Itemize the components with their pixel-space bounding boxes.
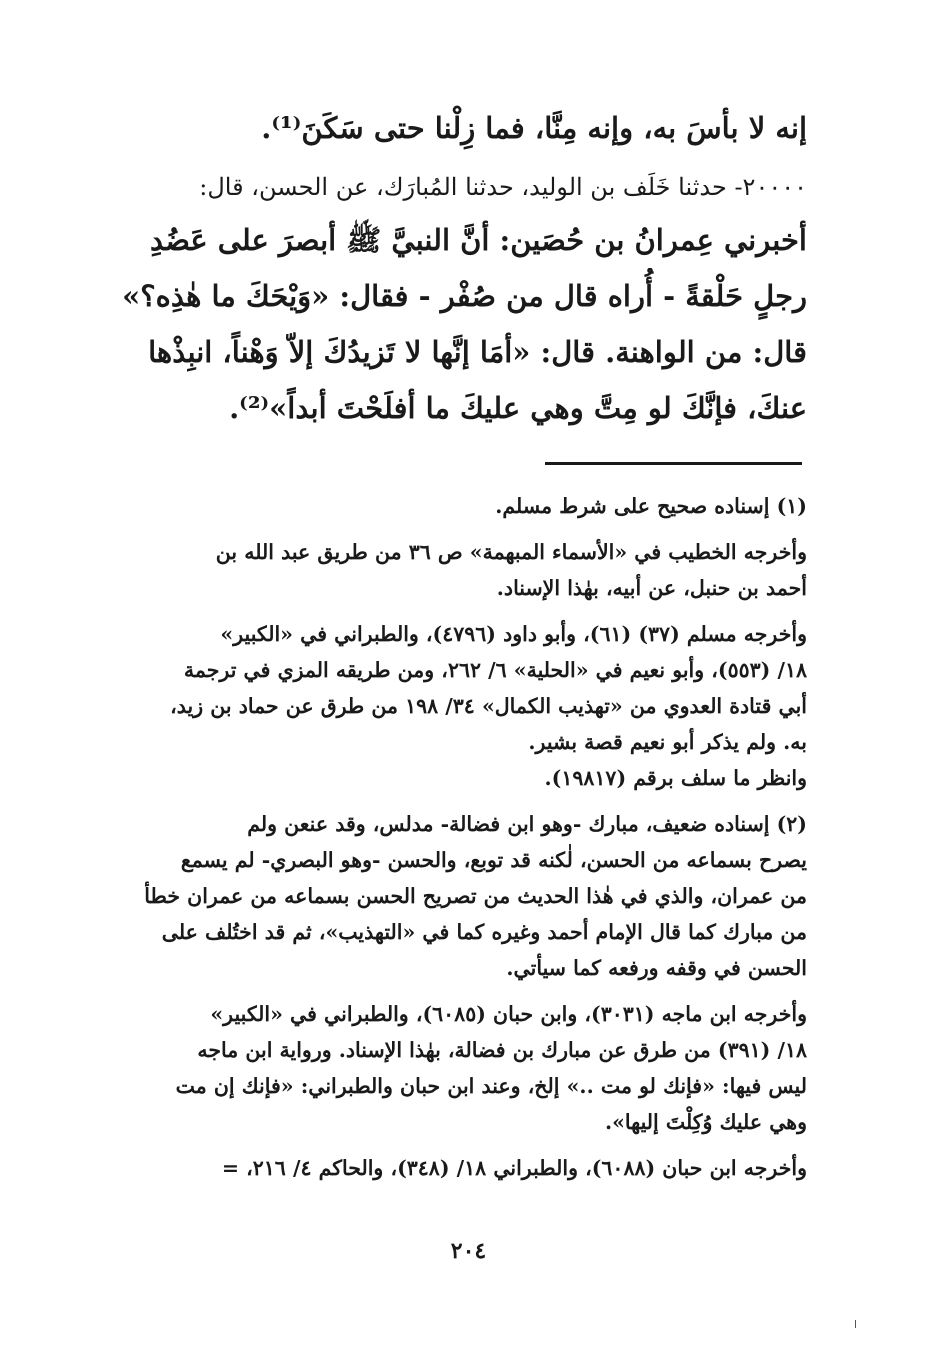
footnotes: [100, 488, 807, 1186]
footnote-line: وانظر ما سلف برقم (١٩٨١٧).: [544, 766, 807, 790]
footnote-line: يصرح بسماعه من الحسن، لٰكنه قد توبع، والحسن -وهو البصري- لم يسمع: [180, 848, 807, 872]
main-text-line: عنكَ، فإنَّكَ لو مِتَّ وهي عليكَ ما أفلَحْتَ أبداً»⁽²⁾.: [229, 391, 807, 425]
footnote-line: من عمران، والذي في هٰذا الحديث من تصريح الحسن بسماعه من عمران خطأ: [144, 884, 807, 908]
paragraph-gap: [100, 606, 807, 616]
footnote-line: ١٨/ (٣٩١) من طرق عن مبارك بن فضالة، بهٰذا الإسناد. ورواية ابن ماجه: [197, 1038, 807, 1062]
main-text: [100, 100, 807, 436]
footnote-divider: [545, 462, 802, 465]
footnote-line: وهي عليك وُكِلْتَ إليها».: [604, 1110, 807, 1134]
footnote-line: أبي قتادة العدوي من «تهذيب الكمال» ٣٤/ ١٩٨ من طرق عن حماد بن زيد،: [170, 694, 807, 718]
paragraph-gap: [100, 986, 807, 996]
page-number: ٢٠٤: [450, 1238, 487, 1264]
footnote-line: وأخرجه مسلم (٣٧) (٦١)، وأبو داود (٤٧٩٦)، والطبراني في «الكبير»: [220, 622, 807, 646]
hadith-chain-line: ٢٠٠٠٠- حدثنا خَلَف بن الوليد، حدثنا المُبارَك، عن الحسن، قال:: [199, 173, 807, 201]
paragraph-gap: [100, 1140, 807, 1150]
footnote-line: ١٨/ (٥٥٣)، وأبو نعيم في «الحلية» ٦/ ٢٦٢، ومن طريقه المزي في ترجمة: [183, 658, 807, 682]
main-text-line: إنه لا بأسَ به، وإنه مِنَّا، فما زِلْنا حتى سَكَنَ⁽¹⁾.: [261, 111, 807, 145]
footnote-line: وأخرجه ابن ماجه (٣٠٣١)، وابن حبان (٦٠٨٥)، والطبراني في «الكبير»: [210, 1002, 807, 1026]
scan-speck: [855, 1320, 856, 1328]
footnote-paragraph: [100, 806, 807, 986]
footnote-line: الحسن في وقفه ورفعه كما سيأتي.: [506, 956, 807, 980]
main-text-line: أخبرني عِمرانُ بن حُصَين: أنَّ النبيَّ ﷺ أبصرَ على عَضُدِ: [149, 223, 807, 257]
footnote-line: وأخرجه الخطيب في «الأسماء المبهمة» ص ٣٦ من طريق عبد الله بن: [215, 540, 807, 564]
main-text-line: رجلٍ حَلْقةً - أُراه قال من صُفْر - فقال: «وَيْحَكَ ما هٰذِه؟»: [122, 279, 807, 313]
footnote-paragraph: [100, 488, 807, 524]
footnote-paragraph: [100, 1150, 807, 1186]
footnote-line: وأخرجه ابن حبان (٦٠٨٨)، والطبراني ١٨/ (٣٤٨)، والحاكم ٤/ ٢١٦، =: [221, 1156, 807, 1180]
footnote-line: أحمد بن حنبل، عن أبيه، بهٰذا الإسناد.: [496, 576, 807, 600]
footnote-line: ليس فيها: «فإنك لو مت ..» إلخ، وعند ابن حبان والطبراني: «فإنك إن مت: [175, 1074, 807, 1098]
paragraph-gap: [100, 524, 807, 534]
footnote-line: به. ولم يذكر أبو نعيم قصة بشير.: [528, 730, 807, 754]
footnote-paragraph: [100, 534, 807, 606]
paragraph-gap: [100, 796, 807, 806]
footnote-line: (١) إسناده صحيح على شرط مسلم.: [495, 494, 807, 518]
footnote-paragraph: [100, 616, 807, 796]
footnote-line: (٢) إسناده ضعيف، مبارك -وهو ابن فضالة- مدلس، وقد عنعن ولم: [247, 812, 807, 836]
main-text-line: قال: من الواهنة. قال: «أمَا إنَّها لا تَزيدُكَ إلاّ وَهْناً، انبِذْها: [148, 335, 807, 369]
footnote-paragraph: [100, 996, 807, 1140]
footnote-line: من مبارك كما قال الإمام أحمد وغيره كما في «التهذيب»، ثم قد اختُلف على: [161, 920, 807, 944]
